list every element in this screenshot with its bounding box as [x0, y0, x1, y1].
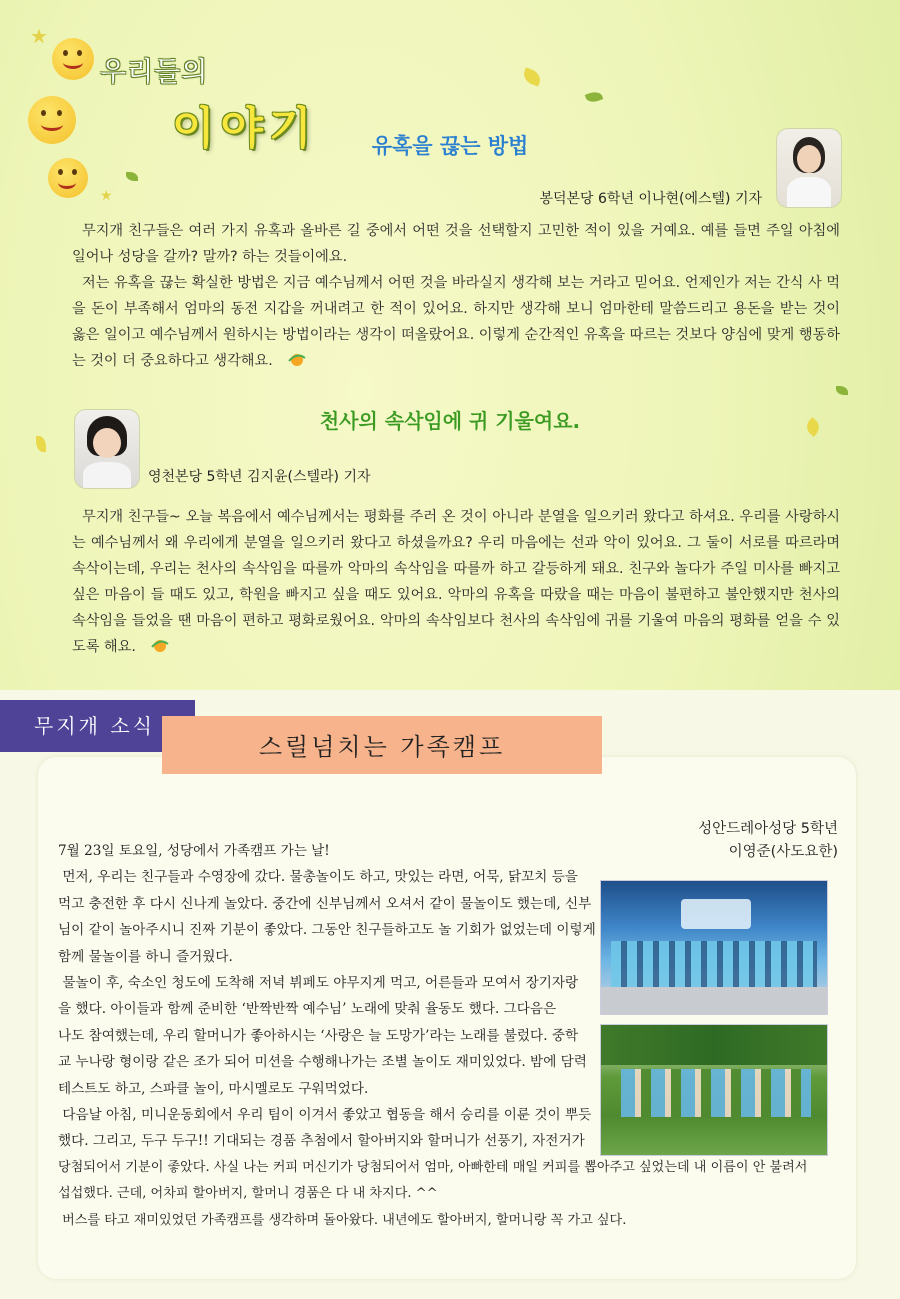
news-line: 함께 물놀이를 하니 즐거웠다. [58, 948, 233, 965]
leaf-icon [521, 67, 543, 86]
news-line: 버스를 타고 재미있었던 가족캠프를 생각하며 돌아왔다. 내년에도 할아버지, 할머니랑 꼭 가고 싶다. [58, 1212, 627, 1228]
news-byline-parish: 성안드레아성당 5학년 [698, 821, 838, 837]
news-title: 스릴넘치는 가족캠프 [162, 716, 602, 774]
camp-photo-sports-day [600, 1024, 828, 1156]
news-body-wide [58, 1155, 848, 1234]
smiley-face-icon [52, 38, 94, 80]
news-line: 당첨되어서 기분이 좋았다. 사실 나는 커피 머신기가 당첨되어서 엄마, 아빠한테 매일 커피를 뽑아주고 싶었는데 내 이름이 안 불려서 [58, 1160, 808, 1175]
star-icon: ★ [100, 188, 113, 204]
star-icon: ★ [30, 24, 48, 48]
reporter-photo [74, 409, 140, 489]
section-heading-small: 우리들의 [100, 57, 209, 88]
news-line: 먼저, 우리는 친구들과 수영장에 갔다. 물총놀이도 하고, 맛있는 라면, 어묵, 닭꼬치 등을 [58, 869, 578, 886]
news-line: 테스트도 하고, 스파클 놀이, 마시멜로도 구워먹었다. [58, 1080, 369, 1097]
reporter-photo [776, 128, 842, 208]
news-line: 나도 참여했는데, 우리 할머니가 좋아하시는 ‘사랑은 늘 도망가’라는 노래를 불렀다. 중학 [58, 1027, 579, 1044]
camp-photo-performance [600, 880, 828, 1015]
article2-title: 천사의 속삭임에 귀 기울여요. [319, 409, 581, 433]
news-line: 섭섭했다. 근데, 어차피 할아버지, 할머니 경품은 다 내 차지다. ^^ [58, 1186, 438, 1202]
news-body-narrow [58, 838, 598, 1155]
news-byline-name: 이영준(사도요한) [728, 844, 838, 860]
news-line: 물놀이 후, 숙소인 청도에 도착해 저녁 뷔페도 야무지게 먹고, 어른들과 모여서 장기자랑 [58, 975, 579, 992]
article2-byline: 영천본당 5학년 김지윤(스텔라) 기자 [148, 469, 371, 485]
article1-title: 유혹을 끊는 방법 [371, 134, 529, 158]
leaf-icon [585, 90, 603, 105]
news-line: 먹고 충전한 후 다시 신나게 놀았다. 중간에 신부님께서 오셔서 같이 물놀이도 했는데, 신부 [58, 895, 592, 912]
article-end-icon [277, 351, 297, 367]
article1-body [72, 218, 840, 374]
news-line: 을 했다. 아이들과 함께 준비한 ‘반짝반짝 예수님’ 노래에 맞춰 율동도 했다. 그다음은 [58, 1001, 557, 1018]
article2-paragraph: 무지개 친구들~ 오늘 복음에서 예수님께서는 평화를 주러 온 것이 아니라 분열을 일으키러 왔다고 하셔요. 우리를 사랑하시는 예수님께서 왜 우리에게 분열을 일으키러 왔다고 하셨을까요? 우리 마음에는 선과 악이 있어요. 그 둘이 서로를 따르라며 속삭이는데, 우리는 천사의 속삭임을 따를까 악마의 속삭임을 따를까 하고 갈등하게 돼요. 친구와 놀다가 주일 미사를 빠지고 싶은 마음이 들 때도 있고, 학원을 빠지고 싶을 때도 있어요. 악마의 유혹을 따랐을 때는 마음이 불편하고 불안했지만 천사의 속삭임을 들었을 땐 마음이 편하고 평화로웠어요. 악마의 속삭임보다 천사의 속삭임에 귀를 기울여 마음의 평화를 얻을 수 있도록 해요. [72, 509, 840, 655]
news-line: 교 누나랑 형이랑 같은 조가 되어 미션을 수행해나가는 조별 놀이도 재미있었다. 밤에 담력 [58, 1054, 587, 1071]
leaf-icon [836, 386, 848, 395]
article1-paragraph: 저는 유혹을 끊는 확실한 방법은 지금 예수님께서 어떤 것을 바라실지 생각해 보는 거라고 믿어요. 언제인가 저는 간식 사 먹을 돈이 부족해서 엄마의 동전 지갑을 꺼내려고 한 적이 있어요. 하지만 생각해 보니 엄마한테 말씀드리고 용돈을 받는 것이 옳은 일이고 예수님께서 원하시는 방법이라는 생각이 떠올랐어요. 이렇게 순간적인 유혹을 따르는 것보다 양심에 맞게 행동하는 것이 더 중요하다고 생각해요. [72, 275, 840, 369]
smiley-face-icon [48, 158, 88, 198]
section-heading-big: 이야기 [172, 103, 318, 154]
leaf-icon [36, 436, 46, 452]
news-byline [698, 818, 838, 864]
news-section-tab: 무지개 소식 [0, 700, 195, 752]
news-line: 다음날 아침, 미니운동회에서 우리 팀이 이겨서 좋았고 협동을 해서 승리를 이룬 것이 뿌듯 [58, 1107, 592, 1124]
article2-body [72, 504, 840, 660]
article-end-icon [140, 637, 160, 653]
news-line: 님이 같이 놀아주시니 진짜 기분이 좋았다. 그동안 친구들하고도 놀 기회가 없었는데 이렇게 [58, 922, 596, 939]
article1-paragraph: 무지개 친구들은 여러 가지 유혹과 올바른 길 중에서 어떤 것을 선택할지 고민한 적이 있을 거예요. 예를 들면 주일 아침에 일어나 성당을 갈까? 말까? 하는 것들이에요. [72, 223, 840, 265]
leaf-icon [126, 172, 138, 181]
news-line: 7월 23일 토요일, 성당에서 가족캠프 가는 날! [58, 843, 330, 859]
article1-byline: 봉덕본당 6학년 이나현(에스텔) 기자 [539, 191, 762, 207]
news-line: 했다. 그리고, 두구 두구!! 기대되는 경품 추첨에서 할아버지와 할머니가 선풍기, 자전거가 [58, 1133, 585, 1150]
